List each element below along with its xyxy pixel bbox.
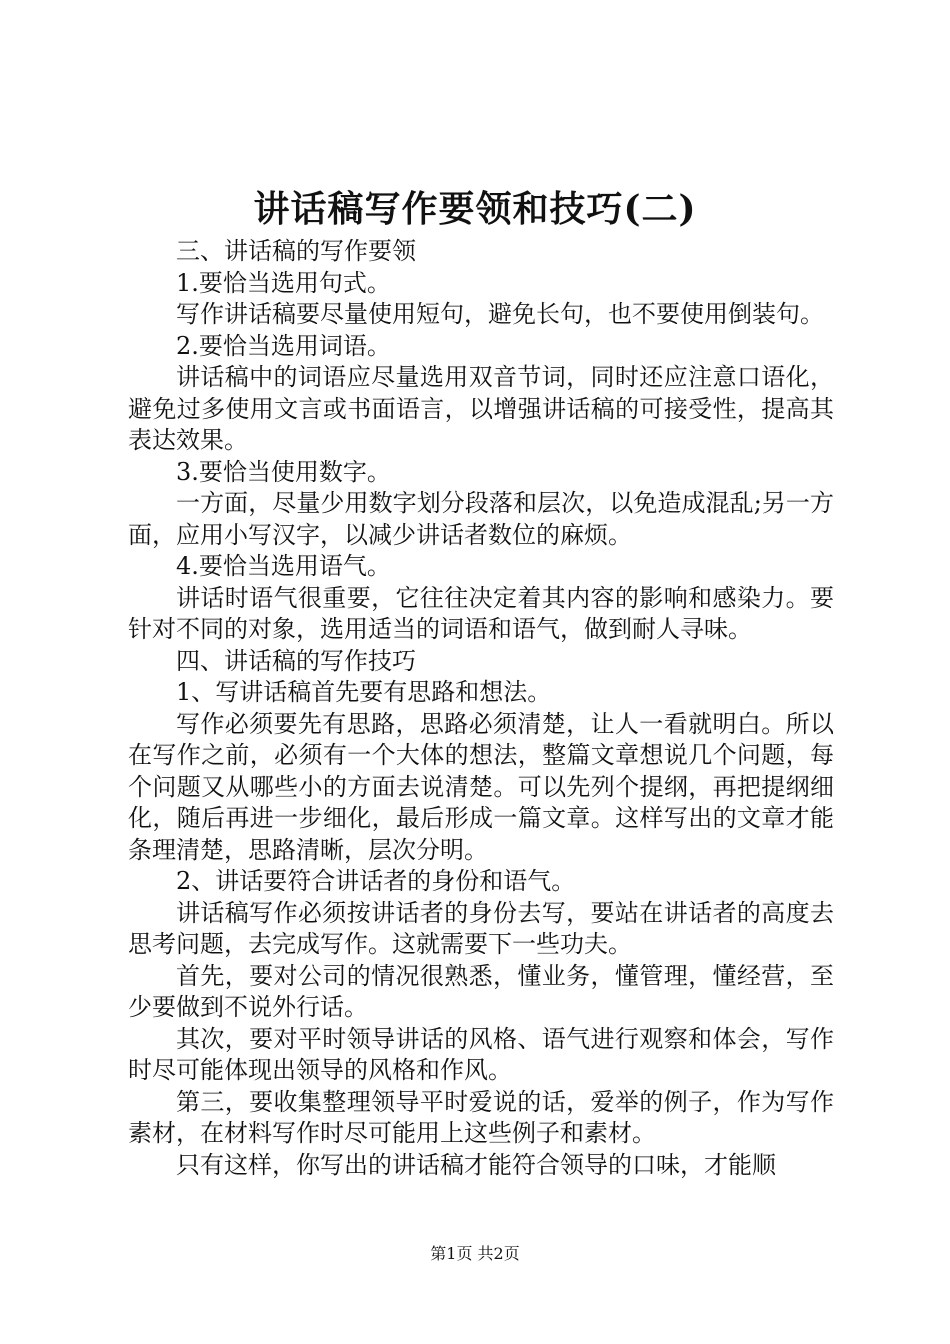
body-paragraph: 首先，要对公司的情况很熟悉，懂业务，懂管理，懂经营，至少要做到不说外行话。 xyxy=(128,961,834,1021)
subsection-heading: 4.要恰当选用语气。 xyxy=(176,552,391,580)
subsection-heading: 2、讲话要符合讲话者的身份和语气。 xyxy=(176,867,576,895)
body-paragraph: 写作讲话稿要尽量使用短句，避免长句，也不要使用倒装句。 xyxy=(176,300,824,328)
subsection-heading: 1.要恰当选用句式。 xyxy=(176,268,391,297)
subsection-heading: 3.要恰当使用数字。 xyxy=(176,457,391,486)
body-paragraph: 讲话时语气很重要，它往往决定着其内容的影响和感染力。要针对不同的对象，选用适当的词语和语气，做到耐人寻味。 xyxy=(128,583,834,643)
body-paragraph: 其次，要对平时领导讲话的风格、语气进行观察和体会，写作时尽可能体现出领导的风格和作风。 xyxy=(128,1024,834,1084)
body-paragraph: 只有这样，你写出的讲话稿才能符合领导的口味，才能顺 xyxy=(176,1150,776,1179)
subsection-heading: 2.要恰当选用词语。 xyxy=(176,331,391,360)
section-heading: 四、讲话稿的写作技巧 xyxy=(176,646,416,675)
body-paragraph: 一方面，尽量少用数字划分段落和层次，以免造成混乱;另一方面，应用小写汉字，以减少讲话者数位的麻烦。 xyxy=(128,489,834,549)
document-body xyxy=(128,236,834,1181)
body-paragraph: 讲话稿中的词语应尽量选用双音节词，同时还应注意口语化，避免过多使用文言或书面语言，以增强讲话稿的可接受性，提高其表达效果。 xyxy=(128,363,834,454)
document-title: 讲话稿写作要领和技巧(二) xyxy=(253,188,697,230)
body-paragraph: 写作必须要先有思路，思路必须清楚，让人一看就明白。所以在写作之前，必须有一个大体的想法，整篇文章想说几个问题，每个问题又从哪些小的方面去说清楚。可以先列个提纲，再把提纲细化，随后再进一步细化，最后形成一篇文章。这样写出的文章才能条理清楚，思路清晰，层次分明。 xyxy=(128,709,834,864)
body-paragraph: 讲话稿写作必须按讲话者的身份去写，要站在讲话者的高度去思考问题，去完成写作。这就需要下一些功夫。 xyxy=(128,898,834,958)
subsection-heading: 1、写讲话稿首先要有思路和想法。 xyxy=(176,678,552,706)
page-number-footer: 第1页 共2页 xyxy=(430,1244,520,1263)
body-paragraph: 第三，要收集整理领导平时爱说的话，爱举的例子，作为写作素材，在材料写作时尽可能用上这些例子和素材。 xyxy=(128,1087,834,1147)
section-heading: 三、讲话稿的写作要领 xyxy=(176,237,416,265)
